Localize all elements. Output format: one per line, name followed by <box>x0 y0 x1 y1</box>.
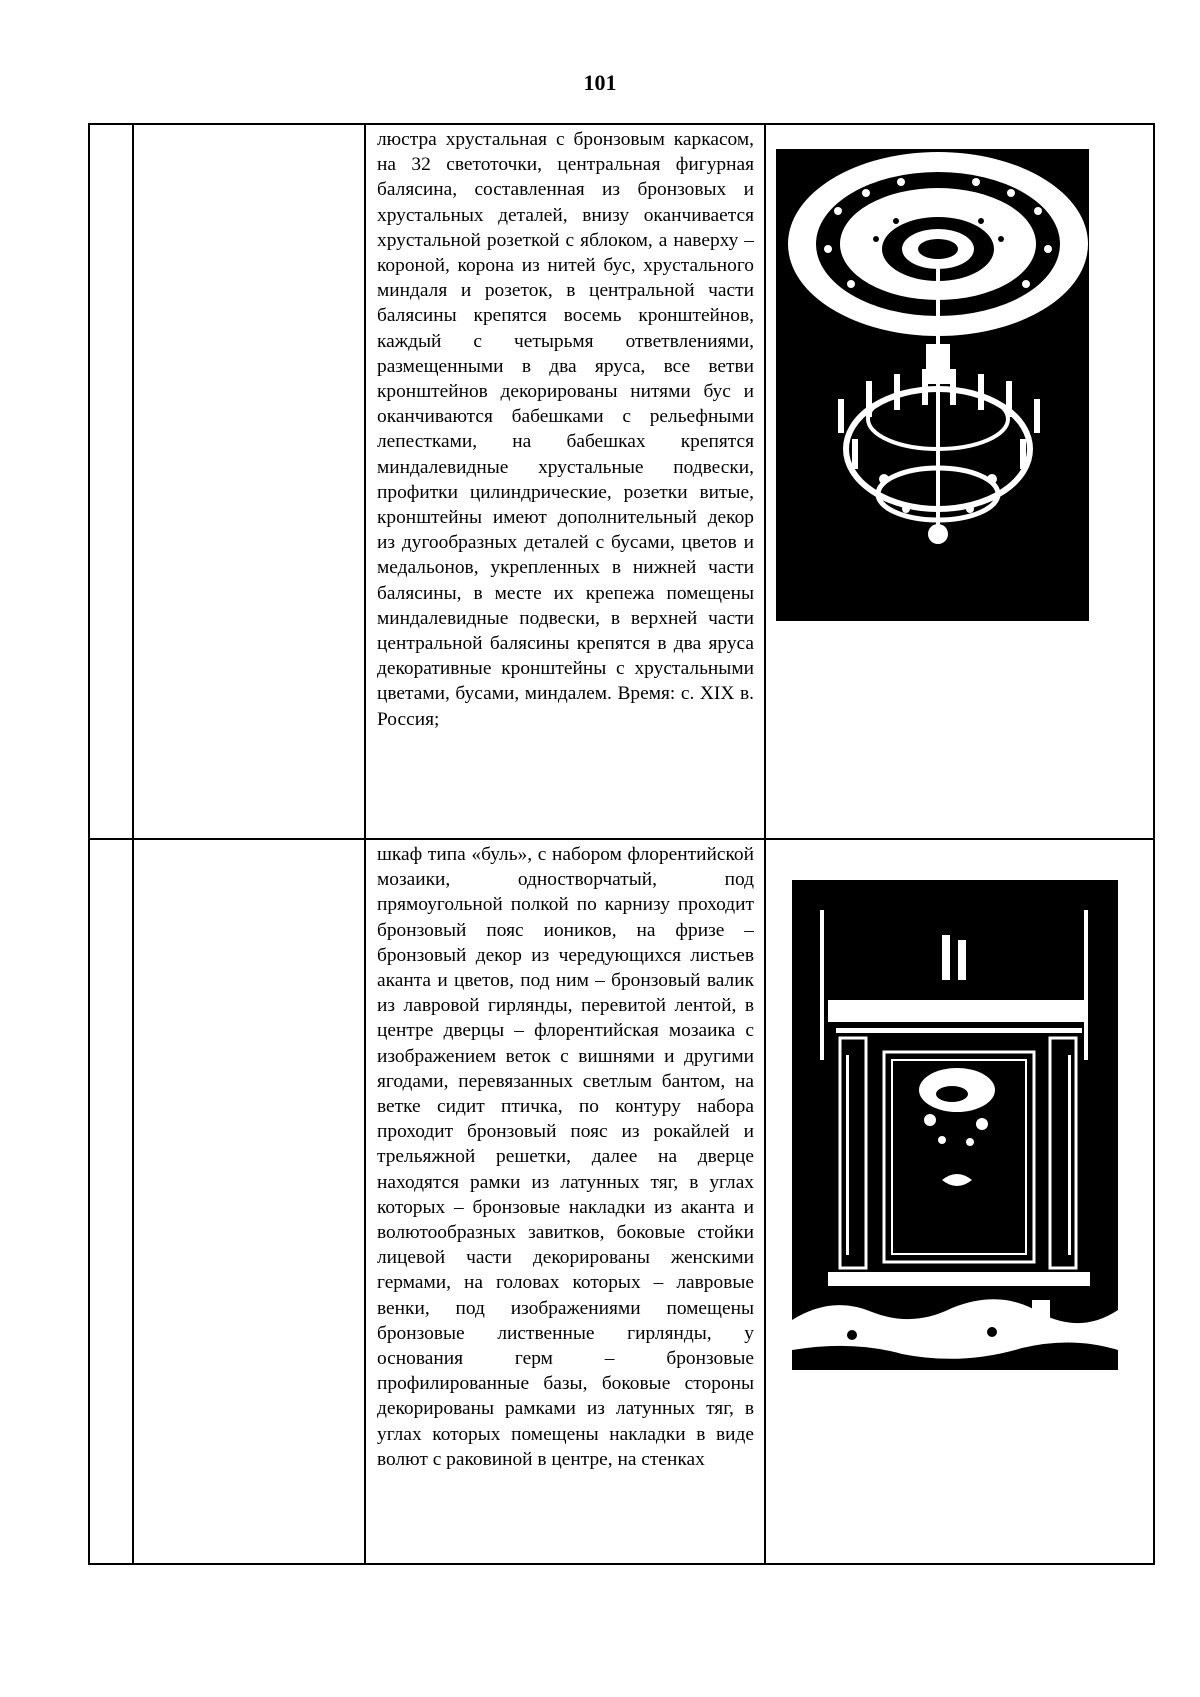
table-row <box>89 124 1154 839</box>
description-text: люстра хрустальная с бронзовым каркасом, на 32 светоточки, центральная фигурная балясина, составленная из бронзовых и хрустальных деталей, внизу оканчивается хрустальной розеткой с яблоком, а наверху – короной, корона из нитей бус, хрустального миндаля и розеток, в центральной части балясины крепятся восемь кронштейнов, каждый с четырьмя ответвлениями, размещенными в два яруса, все ветви кронштейнов декорированы нитями бус и оканчиваются бабешками с рельефными лепестками, на бабешках крепятся миндалевидные хрустальные подвески, профитки цилиндрические, розетки витые, кронштейны имеют дополнительный декор из дугообразных деталей с бусами, цветов и медальонов, укрепленных в нижней части балясины, в месте их крепежа помещены миндалевидные подвески, в верхней части центральной балясины крепятся в два яруса декоративные кронштейны с хрустальными цветами, бусами, миндалем. Время: с. XIX в. Россия; <box>377 129 754 730</box>
row-name-cell <box>133 124 365 839</box>
image-cell <box>765 839 1154 1564</box>
description-text: шкаф типа «буль», с набором флорентийской мозаики, одностворчатый, под прямоугольной полкой по карнизу проходит бронзовый пояс иоников, на фризе – бронзовый декор из чередующихся листьев аканта и цветов, под ним – бронзовый валик из лавровой гирлянды, перевитой лентой, в центре дверцы – флорентийская мозаика с изображением веток с вишнями и другими ягодами, перевязанных светлым бантом, на ветке сидит птичка, по контуру набора проходит бронзовый пояс из рокайлей и трельяжной решетки, далее на дверце находятся рамки из латунных тяг, в углах которых – бронзовые накладки из аканта и волютообразных завитков, боковые стойки лицевой части декорированы женскими гермами, на головах которых – лавровые венки, под изображениями помещены бронзовые лиственные гирлянды, у основания герм – бронзовые профилированные базы, боковые стороны декорированы рамками из латунных тяг, в углах которых помещены накладки в виде волют с раковиной в центре, на стенках <box>377 844 754 1470</box>
row-number-cell <box>89 839 133 1564</box>
inventory-table <box>88 123 1155 1565</box>
row-number-cell <box>89 124 133 839</box>
row-name-cell <box>133 839 365 1564</box>
description-cell <box>365 839 765 1564</box>
description-cell <box>365 124 765 839</box>
page-number: 101 <box>583 70 617 95</box>
cabinet-photo <box>792 880 1118 1370</box>
chandelier-photo <box>776 149 1089 621</box>
image-cell <box>765 124 1154 839</box>
table-row <box>89 839 1154 1564</box>
